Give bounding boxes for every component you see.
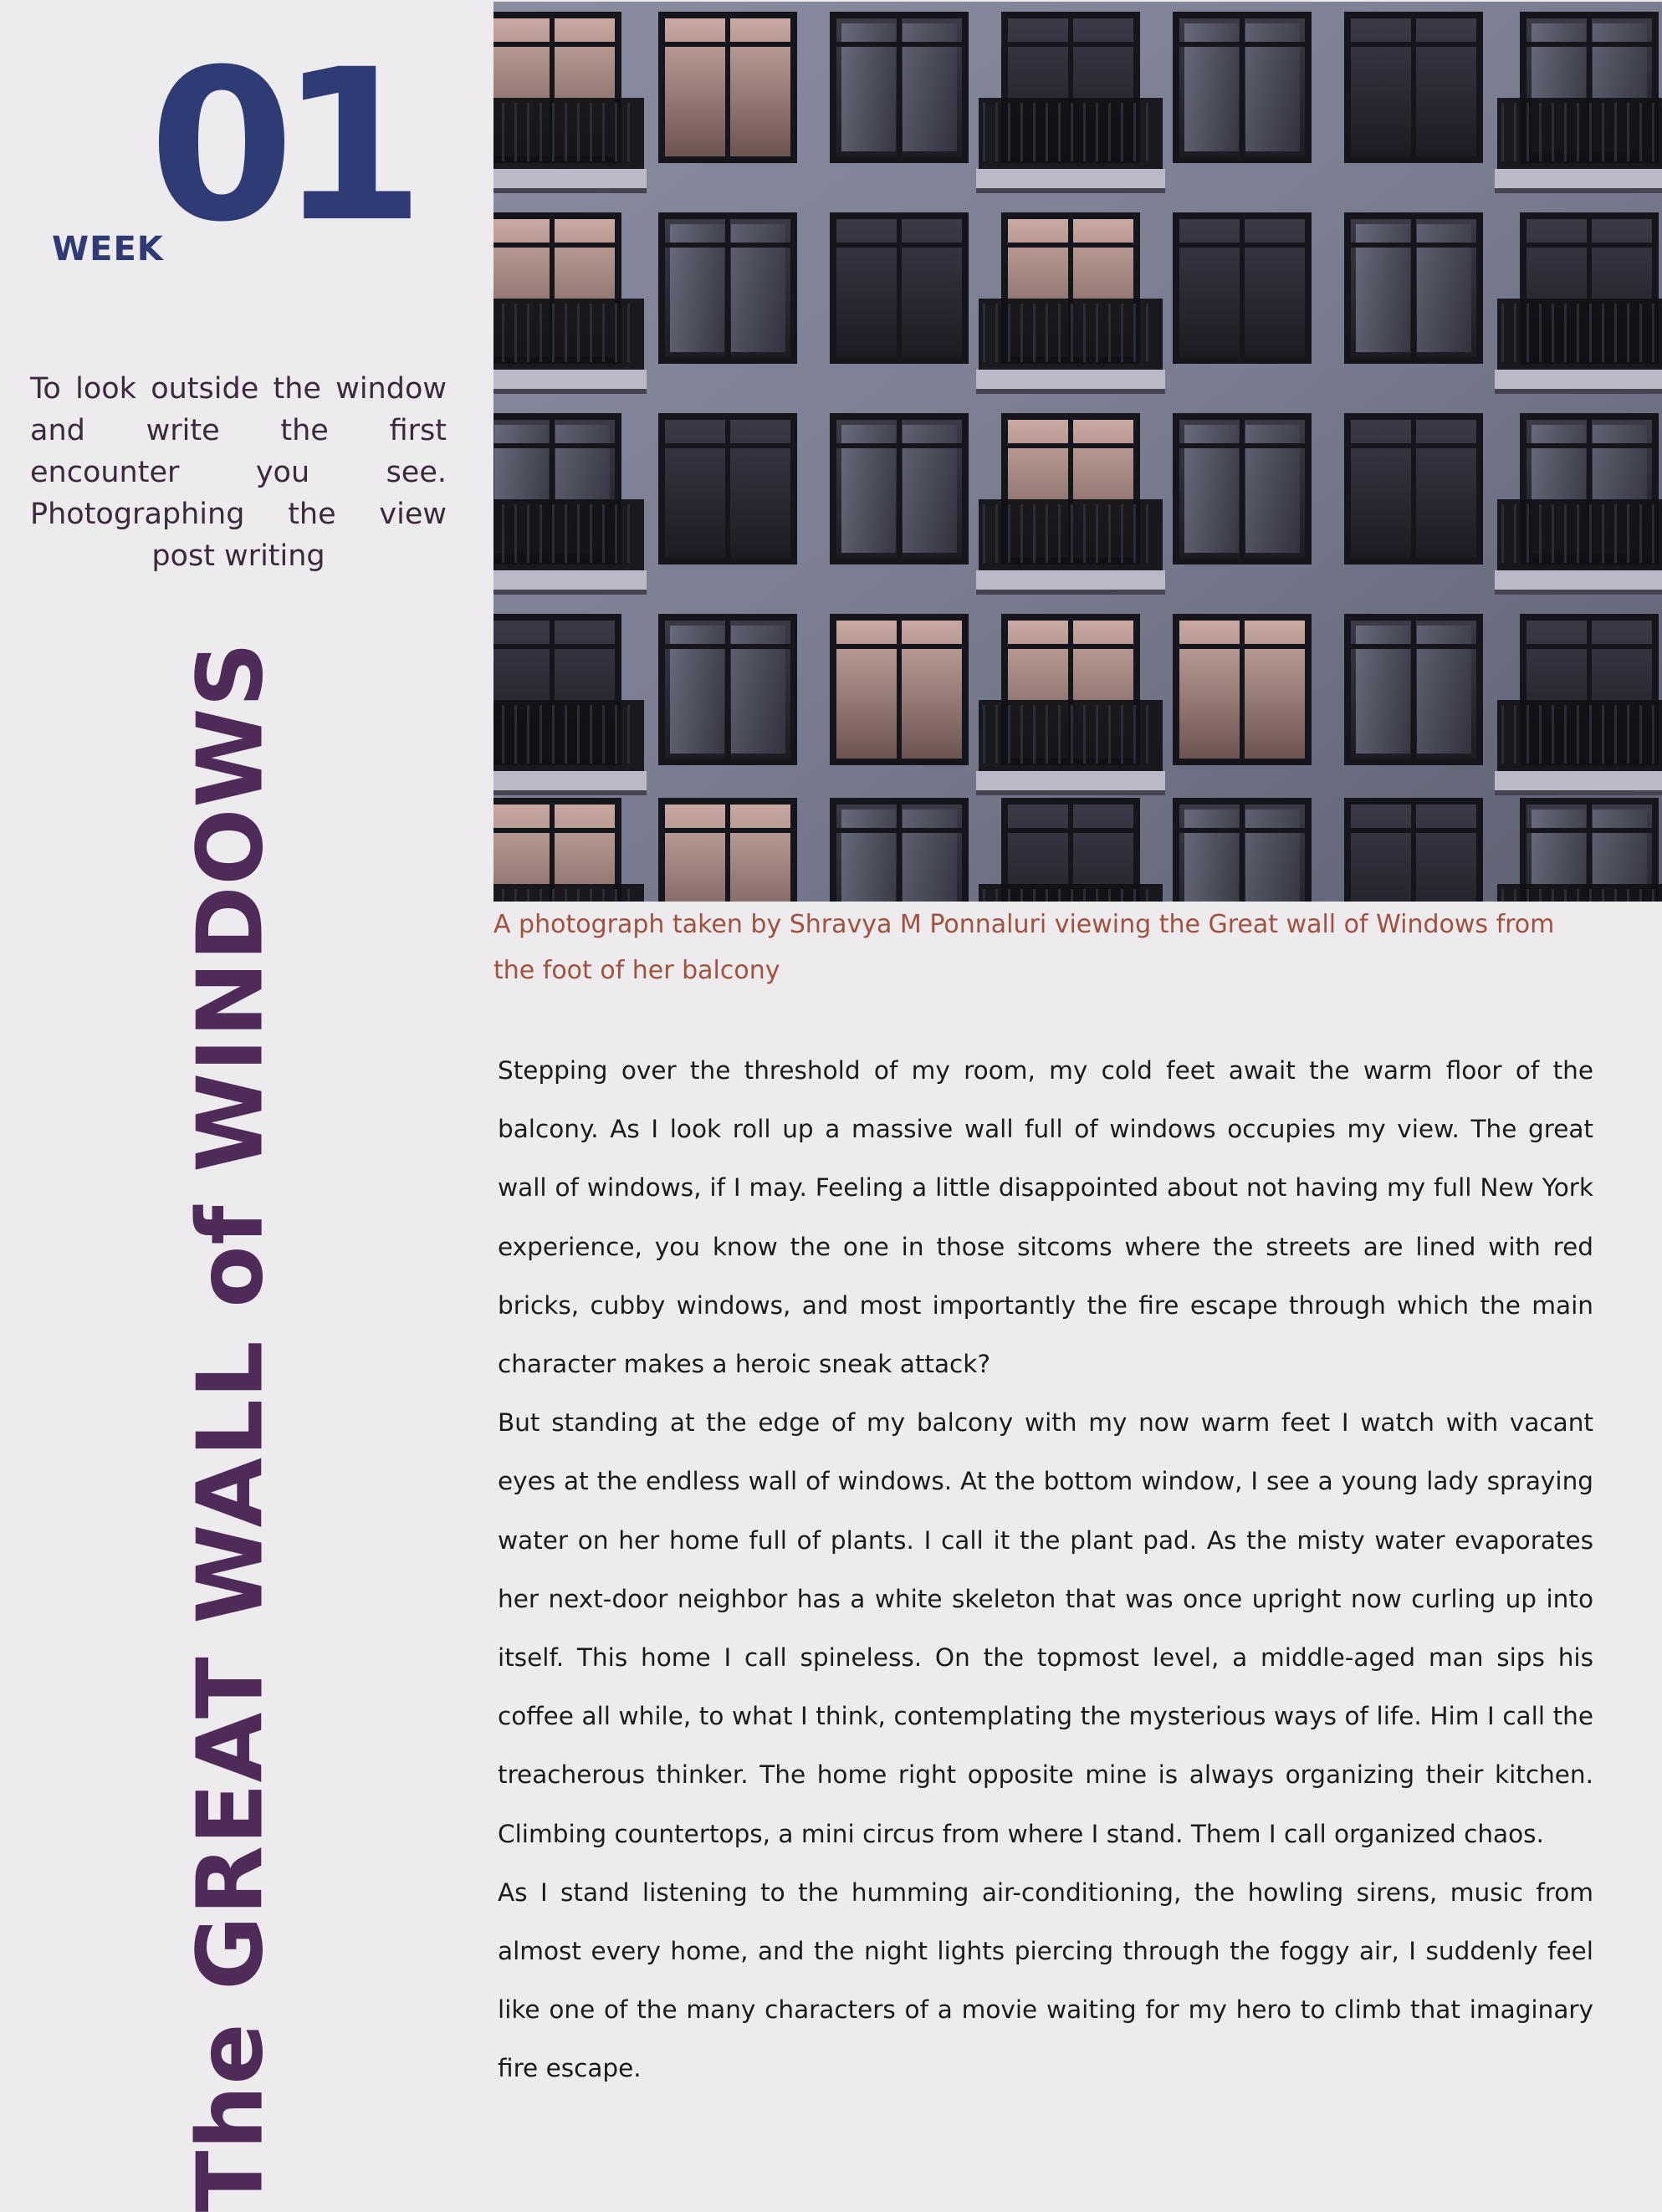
week-number: 01: [149, 24, 410, 268]
essay-body: [498, 1041, 1593, 2098]
paragraph-2: But standing at the edge of my balcony with my now warm feet I watch with vacant eyes at the endless wall of windows. At the bottom window, I see a young lady spraying water on her home full of plants. I call it the plant pad. As the misty water evaporates her next-door neighbor has a white skeleton that was once upright now curling up into itself. This home I call spineless. On the topmost level, a middle-aged man sips his coffee all while, to what I think, contemplating the mysterious ways of life. Him I call the treacherous thinker. The home right opposite mine is always organizing their kitchen. Climbing countertops, a mini circus from where I stand. Them I call organized chaos.: [498, 1408, 1593, 1848]
facade-illustration: [493, 2, 1662, 902]
photo-caption: A photograph taken by Shravya M Ponnaluri viewing the Great wall of Windows from the foot of her balcony: [493, 910, 1555, 985]
vertical-title: The GREAT WALL of WINDOWS: [178, 641, 284, 2212]
side-title-column: [0, 0, 468, 2212]
week-label: WEEK: [52, 230, 164, 268]
apartment-facade-photo: [493, 2, 1662, 902]
paragraph-1: Stepping over the threshold of my room, my cold feet await the warm floor of the balcony. As I look roll up a massive wall full of windows occupies my view. The great wall of windows, if I may. Feeling a little disappointed about not having my full New York experience, you know the one in those sitcoms where the streets are lined with red bricks, cubby windows, and most importantly the fire escape through which the main character makes a heroic sneak attack?: [498, 1056, 1593, 1379]
assignment-prompt: To look outside the window and write the first encounter you see. Photographing the view post writing: [30, 372, 447, 573]
paragraph-3: As I stand listening to the humming air-conditioning, the howling sirens, music from almost every home, and the night lights piercing through the foggy air, I suddenly feel like one of the many characters of a movie waiting for my hero to climb that imaginary fire escape.: [498, 1877, 1593, 2083]
